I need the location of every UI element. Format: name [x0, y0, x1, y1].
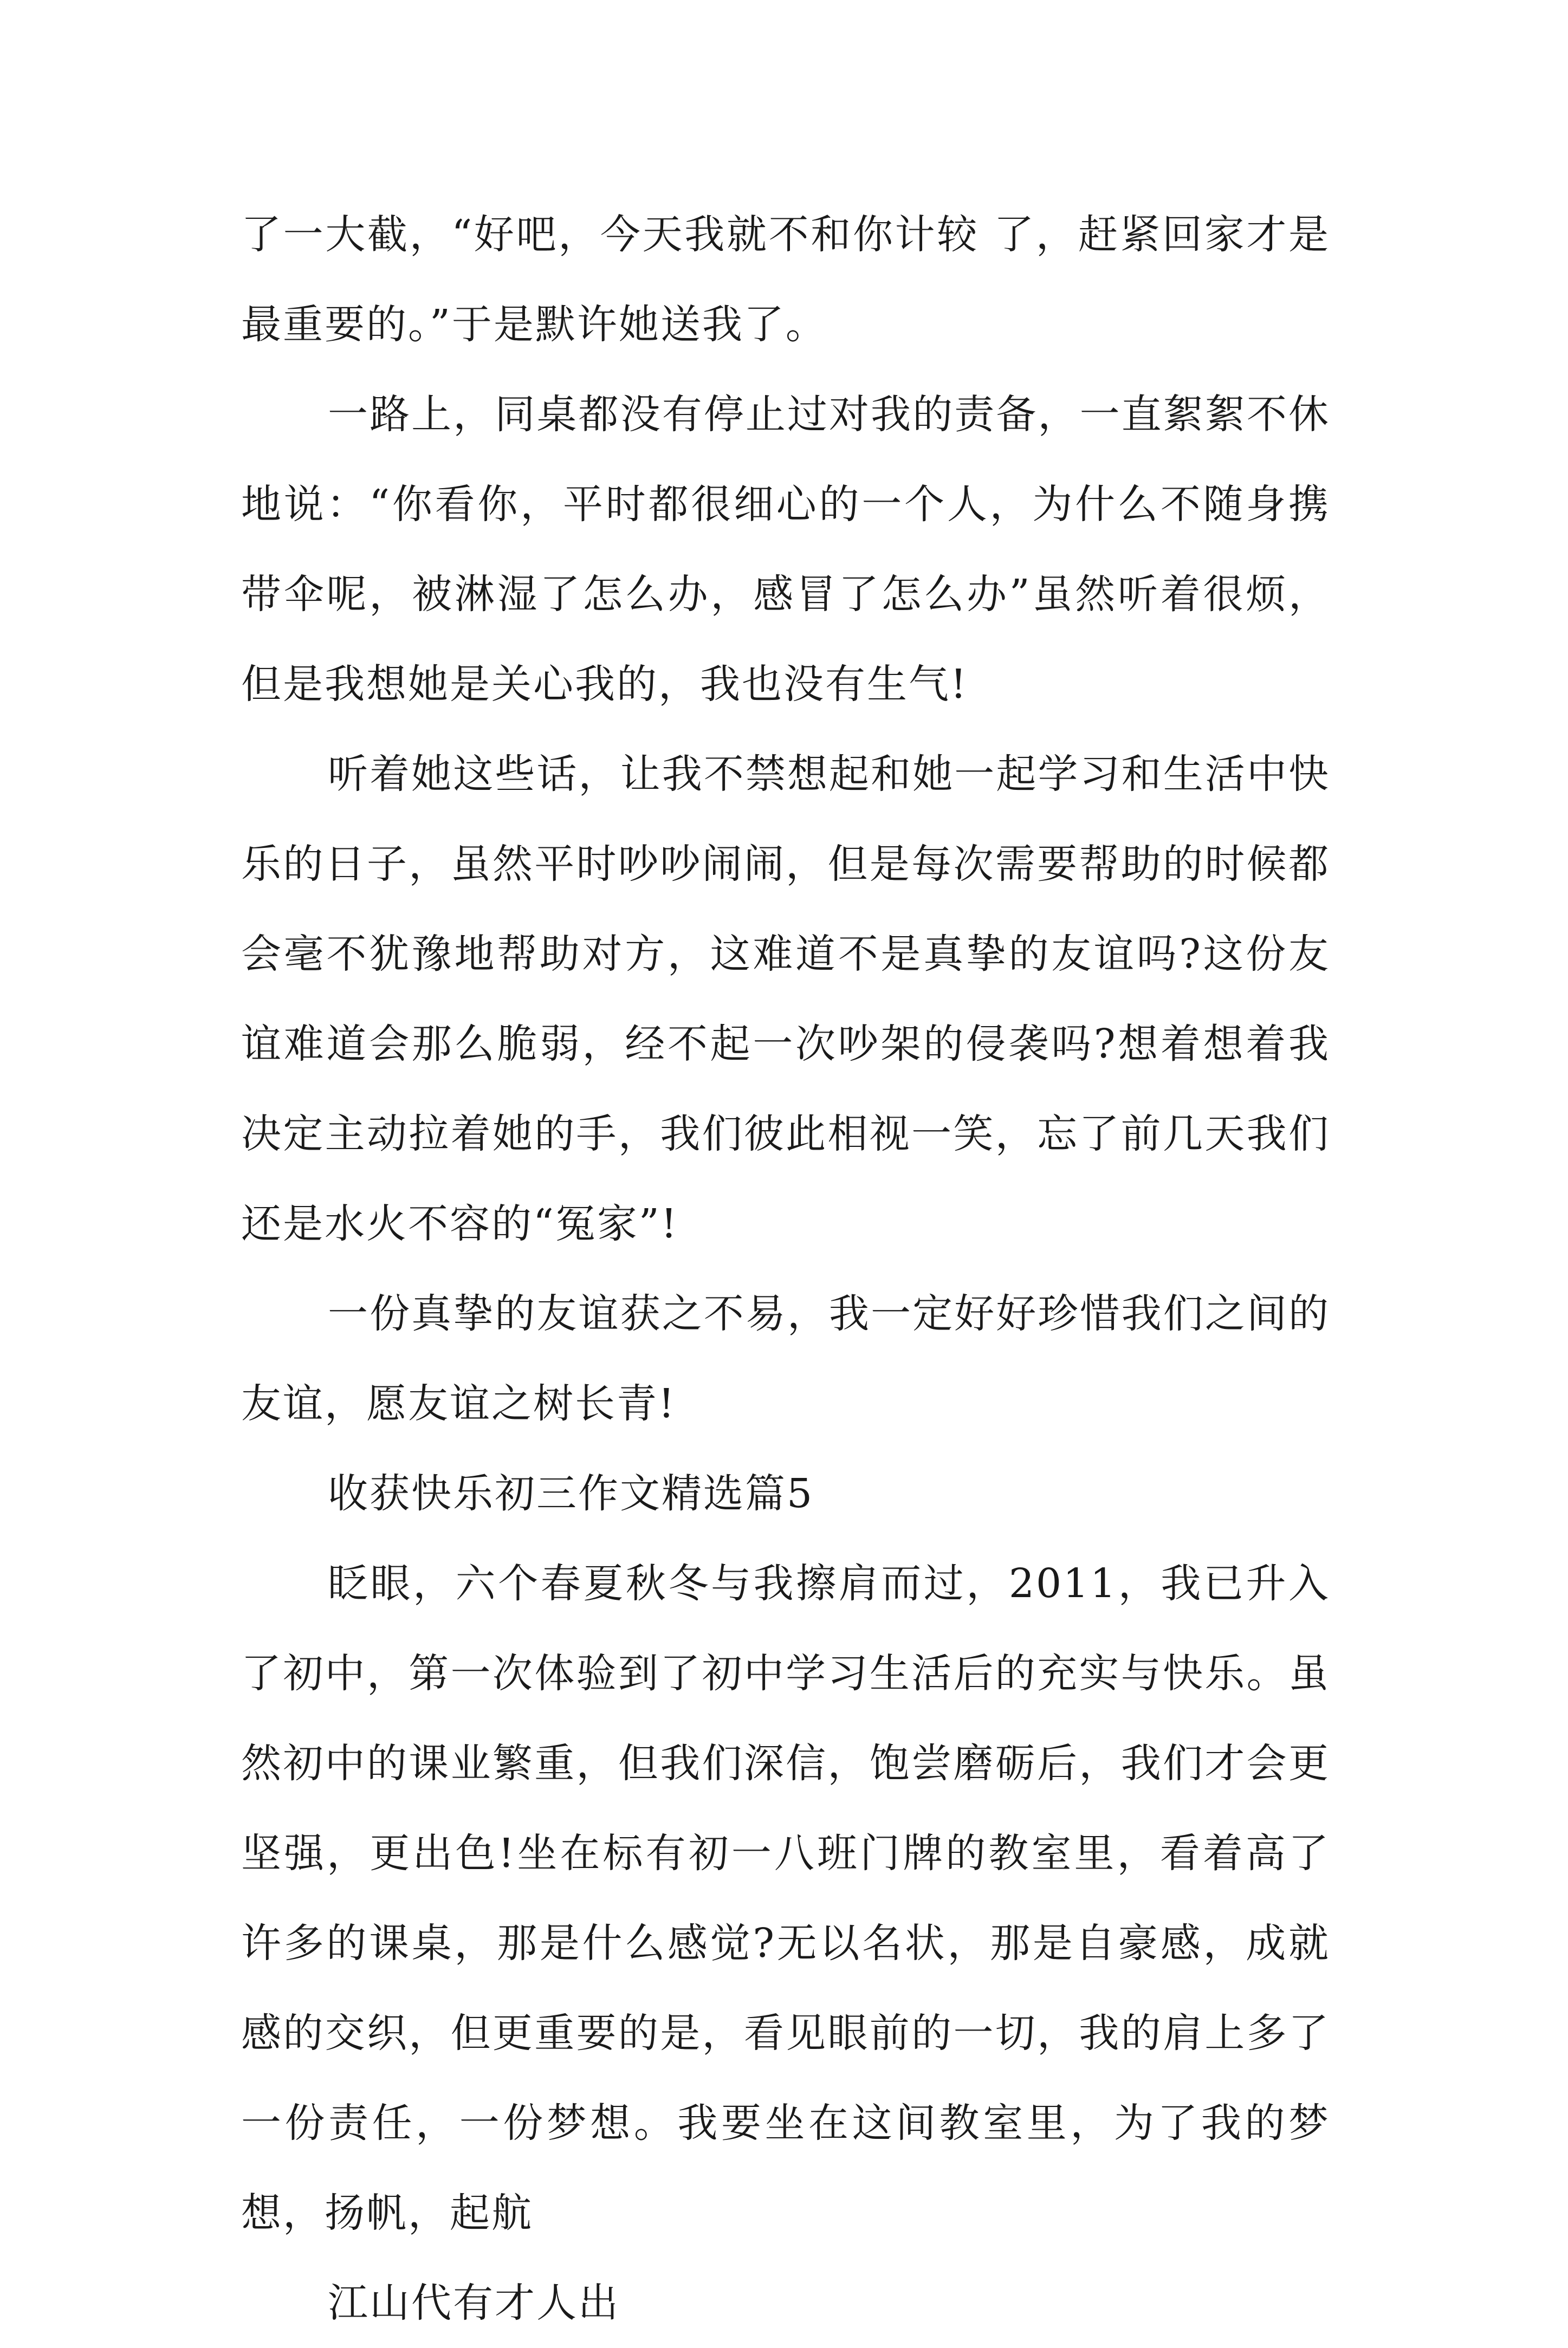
paragraph-4: 一份真挚的友谊获之不易，我一定好好珍惜我们之间的友谊，愿友谊之树长青!	[241, 1290, 1330, 1427]
paragraph-6: 江山代有才人出	[328, 2280, 620, 2326]
paragraph-5: 眨眼，六个春夏秋冬与我擦肩而过，2011，我已升入了初中，第一次体验到了初中学习生活后的充实与快乐。虽然初中的课业繁重，但我们深信，饱尝磨砺后，我们才会更坚强，更出色!坐在标有初一八班门牌的教室里，看着高了许多的课桌，那是什么感觉?无以名状，那是自豪感，成就感的交织，但更重要的是，看见眼前的一切，我的肩上多了一份责任，一份梦想。我要坐在这间教室里，为了我的梦想，扬帆，起航	[241, 1560, 1330, 2236]
section-heading: 收获快乐初三作文精选篇5	[328, 1470, 814, 1517]
paragraph-1: 了一大截，“好吧，今天我就不和你计较 了，赶紧回家才是最重要的。”于是默许她送我了。	[241, 211, 1330, 348]
paragraph-3: 听着她这些话，让我不禁想起和她一起学习和生活中快乐的日子，虽然平时吵吵闹闹，但是每次需要帮助的时候都会毫不犹豫地帮助对方，这难道不是真挚的友谊吗?这份友谊难道会那么脆弱，经不起一次吵架的侵袭吗?想着想着我决定主动拉着她的手，我们彼此相视一笑，忘了前几天我们还是水火不容的“冤家”!	[241, 751, 1330, 1247]
article-body	[241, 190, 1330, 2348]
paragraph-2: 一路上，同桌都没有停止过对我的责备，一直絮絮不休地说：“你看你，平时都很细心的一个人，为什么不随身携带伞呢，被淋湿了怎么办，感冒了怎么办”虽然听着很烦，但是我想她是关心我的，我也没有生气!	[241, 391, 1330, 708]
